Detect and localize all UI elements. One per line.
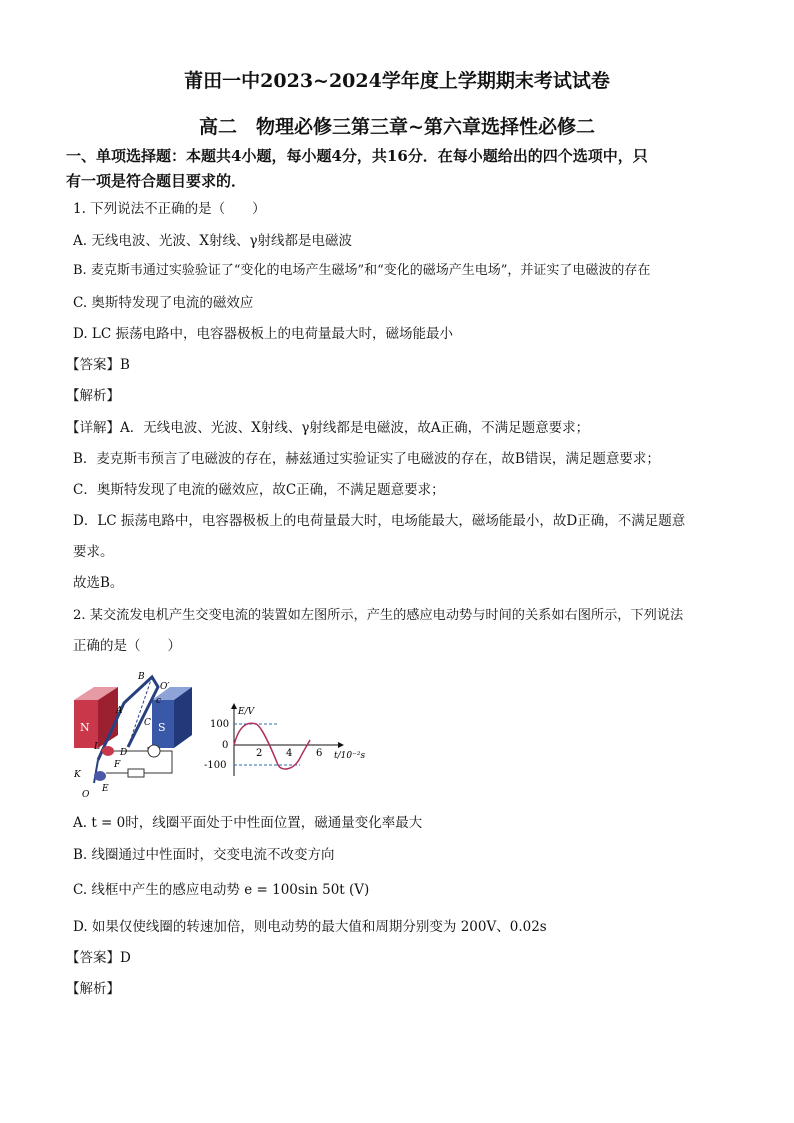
section-heading-line1: 一、单项选择题：本题共4小题，每小题4分，共16分．在每小题给出的四个选项中，只	[66, 147, 648, 165]
q1-answer: 【答案】B	[66, 357, 130, 373]
q1-detail-line: B．麦克斯韦预言了电磁波的存在，赫兹通过实验证实了电磁波的存在，故B错误，满足题意要求；	[73, 451, 660, 467]
label-l: L	[94, 742, 100, 752]
label-c-lower: c	[156, 696, 162, 706]
x-axis-label: t/10⁻²s	[334, 751, 366, 761]
label-a: A	[116, 706, 123, 716]
magnet-n-label: N	[80, 721, 90, 734]
q1-detail-line: 故选B。	[73, 575, 124, 591]
q2-answer: 【答案】D	[66, 950, 131, 966]
q1-stem: 1. 下列说法不正确的是（ ）	[73, 201, 266, 217]
q2-option-d: D. 如果仅使线圈的转速加倍，则电动势的最大值和周期分别变为 200V、0.02s	[73, 919, 547, 935]
x-tick: 4	[286, 748, 293, 759]
q1-option-a: A. 无线电波、光波、X射线、γ射线都是电磁波	[73, 233, 353, 249]
label-e: E	[102, 784, 109, 794]
x-arrow	[338, 742, 344, 748]
x-tick: 2	[256, 748, 263, 759]
label-k: K	[74, 770, 81, 780]
q2-option-a: A. t = 0时，线圈平面处于中性面位置，磁通量变化率最大	[73, 815, 423, 831]
magnet-s-label: S	[158, 721, 166, 734]
y-arrow	[231, 703, 237, 709]
page-subtitle: 高二 物理必修三第三章~第六章选择性必修二	[199, 116, 595, 138]
emf-graph	[200, 700, 370, 780]
q2-stem-line2: 正确的是（ ）	[73, 638, 181, 654]
y-tick: -100	[204, 760, 227, 771]
resistor	[128, 769, 144, 777]
q2-option-c: C. 线框中产生的感应电动势 e = 100sin 50t (V)	[73, 882, 370, 898]
slip-ring	[94, 771, 106, 781]
q1-detail-line: 要求。	[73, 544, 114, 560]
q1-detail-line: D．LC 振荡电路中，电容器极板上的电荷量最大时，电场能最大，磁场能最小，故D正确，不满足题意	[73, 513, 686, 529]
q1-detail-line: 【详解】A．无线电波、光波、X射线、γ射线都是电磁波，故A正确，不满足题意要求；	[66, 420, 590, 436]
label-c-upper: C	[144, 718, 151, 728]
page-title: 莆田一中2023~2024学年度上学期期末考试试卷	[184, 70, 610, 92]
y-axis-label: E/V	[238, 707, 255, 717]
sine-curve	[234, 723, 310, 769]
q2-option-b: B. 线圈通过中性面时，交变电流不改变方向	[73, 847, 335, 863]
generator-figure	[66, 665, 216, 800]
q1-option-d: D. LC 振荡电路中，电容器极板上的电荷量最大时，磁场能最小	[73, 326, 454, 342]
meter	[148, 745, 160, 757]
q1-option-c: C. 奥斯特发现了电流的磁效应	[73, 295, 254, 311]
label-b: B	[138, 672, 145, 682]
label-o: O	[82, 790, 90, 800]
x-tick: 6	[316, 748, 323, 759]
q1-analysis: 【解析】	[66, 388, 120, 404]
q1-detail-line: C．奥斯特发现了电流的磁效应，故C正确，不满足题意要求；	[73, 482, 445, 498]
q1-option-b: B. 麦克斯韦通过实验验证了“变化的电场产生磁场”和“变化的磁场产生电场”，并证实了电磁波的存在	[73, 263, 651, 278]
label-o-prime: O′	[160, 682, 170, 692]
slip-ring	[102, 746, 114, 756]
q2-analysis: 【解析】	[66, 981, 120, 997]
y-tick: 100	[210, 719, 230, 730]
q2-stem-line1: 2. 某交流发电机产生交变电流的装置如左图所示，产生的感应电动势与时间的关系如右图所示，下列说法	[73, 608, 684, 623]
label-d: D	[120, 748, 128, 758]
section-heading-line2: 有一项是符合题目要求的．	[66, 172, 247, 190]
label-f: F	[114, 760, 121, 770]
y-tick: 0	[222, 740, 229, 751]
